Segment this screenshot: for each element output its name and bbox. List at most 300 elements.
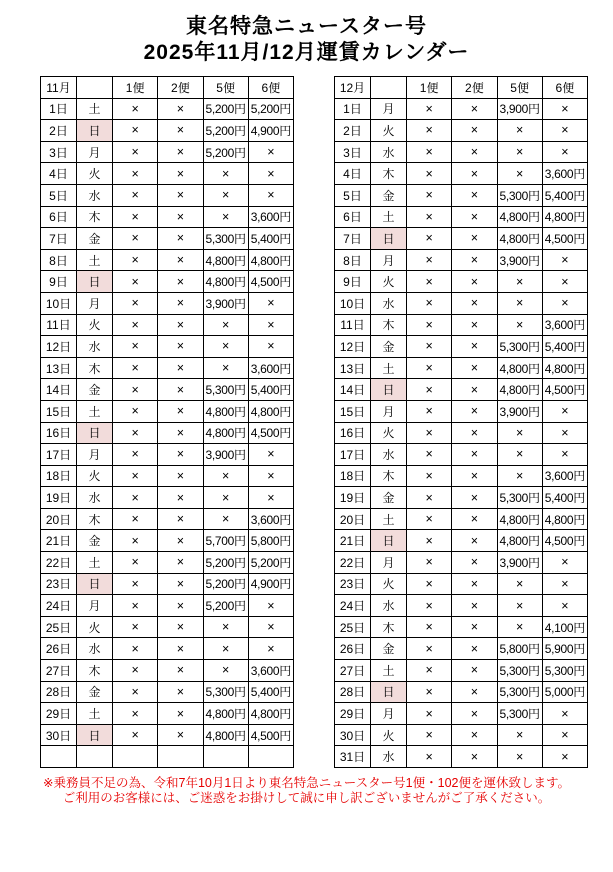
fare-cell: ×: [542, 249, 587, 271]
fare-cell: 5,300円: [203, 379, 248, 401]
fare-cell: ×: [113, 573, 158, 595]
fare-cell: 4,500円: [248, 271, 293, 293]
weekday-cell: 木: [371, 465, 407, 487]
fare-cell: ×: [248, 595, 293, 617]
fare-cell: ×: [407, 595, 452, 617]
day-cell: 15日: [335, 400, 371, 422]
fare-cell: ×: [113, 638, 158, 660]
fare-cell: ×: [497, 616, 542, 638]
weekday-cell: 日: [77, 120, 113, 142]
day-cell: 13日: [335, 357, 371, 379]
fare-cell: ×: [497, 444, 542, 466]
fare-cell: ×: [158, 573, 203, 595]
fare-cell: ×: [113, 292, 158, 314]
calendar-row: [335, 508, 588, 530]
fare-cell: ×: [158, 595, 203, 617]
page-title-line1: 東名特急ニュースター号: [186, 15, 427, 38]
day-cell: 7日: [41, 228, 77, 250]
fare-cell: ×: [158, 120, 203, 142]
fare-cell: ×: [158, 487, 203, 509]
weekday-cell: 土: [77, 249, 113, 271]
day-cell: 21日: [41, 530, 77, 552]
calendar-row: [335, 98, 588, 120]
calendar-row: [41, 271, 294, 293]
fare-cell: 5,400円: [542, 487, 587, 509]
calendar-row: [41, 249, 294, 271]
fare-cell: ×: [452, 595, 497, 617]
fare-cell: ×: [407, 228, 452, 250]
fare-cell: ×: [452, 552, 497, 574]
fare-table-november: [40, 76, 294, 768]
fare-cell: 5,300円: [497, 184, 542, 206]
weekday-cell: 木: [77, 508, 113, 530]
fare-cell: ×: [248, 184, 293, 206]
calendar-row: [335, 746, 588, 768]
day-cell: 6日: [335, 206, 371, 228]
fare-cell: 5,300円: [542, 660, 587, 682]
weekday-cell: 金: [371, 487, 407, 509]
fare-cell: 5,400円: [248, 379, 293, 401]
calendar-row: [335, 400, 588, 422]
fare-cell: ×: [497, 724, 542, 746]
day-cell: 21日: [335, 530, 371, 552]
fare-cell: ×: [158, 422, 203, 444]
fare-cell: 3,600円: [248, 508, 293, 530]
day-cell: 15日: [41, 400, 77, 422]
fare-cell: ×: [158, 249, 203, 271]
fare-cell: ×: [158, 163, 203, 185]
day-cell: 10日: [335, 292, 371, 314]
fare-cell: ×: [113, 120, 158, 142]
fare-cell: ×: [542, 746, 587, 768]
weekday-cell: 日: [77, 422, 113, 444]
fare-cell: ×: [113, 228, 158, 250]
weekday-cell: 金: [371, 336, 407, 358]
fare-cell: ×: [542, 400, 587, 422]
weekday-cell: 土: [77, 400, 113, 422]
fare-cell: ×: [248, 314, 293, 336]
weekday-cell: 火: [371, 271, 407, 293]
weekday-cell: 火: [371, 724, 407, 746]
fare-cell: ×: [113, 379, 158, 401]
calendar-row: [41, 530, 294, 552]
tables-container: [0, 66, 613, 768]
fare-cell: ×: [158, 465, 203, 487]
fare-cell: ×: [407, 357, 452, 379]
fare-cell: ×: [158, 228, 203, 250]
fare-cell: ×: [407, 660, 452, 682]
fare-cell: ×: [113, 530, 158, 552]
fare-cell: 5,400円: [542, 336, 587, 358]
fare-cell: ×: [203, 638, 248, 660]
day-cell: 25日: [41, 616, 77, 638]
fare-cell: 4,800円: [203, 271, 248, 293]
weekday-cell: 金: [77, 228, 113, 250]
calendar-row: [335, 228, 588, 250]
day-cell: 3日: [335, 141, 371, 163]
weekday-cell: 日: [371, 228, 407, 250]
day-cell: 14日: [41, 379, 77, 401]
fare-cell: ×: [203, 465, 248, 487]
fare-cell: ×: [407, 638, 452, 660]
day-cell: 1日: [335, 98, 371, 120]
fare-cell: 4,800円: [497, 379, 542, 401]
fare-cell: ×: [497, 292, 542, 314]
fare-cell: ×: [407, 465, 452, 487]
fare-cell: 5,200円: [203, 141, 248, 163]
fare-cell: ×: [158, 660, 203, 682]
fare-cell: 3,600円: [542, 163, 587, 185]
weekday-cell: 火: [77, 465, 113, 487]
fare-cell: ×: [407, 314, 452, 336]
fare-cell: ×: [158, 206, 203, 228]
fare-cell: ×: [113, 206, 158, 228]
fare-cell: ×: [158, 508, 203, 530]
fare-cell: ×: [248, 141, 293, 163]
weekday-cell: 月: [371, 703, 407, 725]
fare-cell: 5,300円: [497, 660, 542, 682]
fare-cell: 4,800円: [542, 357, 587, 379]
fare-cell: ×: [407, 400, 452, 422]
fare-cell: 4,800円: [497, 206, 542, 228]
november-rows: [41, 98, 294, 767]
calendar-row: [335, 292, 588, 314]
fare-cell: ×: [248, 292, 293, 314]
fare-cell: ×: [407, 724, 452, 746]
day-cell: 22日: [41, 552, 77, 574]
calendar-row: [335, 206, 588, 228]
weekday-cell: 土: [371, 508, 407, 530]
fare-cell: ×: [542, 724, 587, 746]
calendar-row: [41, 487, 294, 509]
fare-cell: ×: [158, 271, 203, 293]
calendar-row: [335, 573, 588, 595]
fare-cell: ×: [113, 336, 158, 358]
suspension-notice: [0, 776, 613, 806]
calendar-row: [335, 120, 588, 142]
fare-cell: 4,800円: [203, 249, 248, 271]
fare-cell: ×: [407, 184, 452, 206]
december-rows: [335, 98, 588, 767]
day-cell: 30日: [335, 724, 371, 746]
weekday-cell: 水: [371, 444, 407, 466]
fare-cell: ×: [542, 141, 587, 163]
weekday-cell: 火: [77, 314, 113, 336]
fare-cell: ×: [248, 616, 293, 638]
weekday-cell: [77, 746, 113, 768]
day-cell: 26日: [41, 638, 77, 660]
fare-cell: 4,800円: [542, 508, 587, 530]
fare-cell: ×: [158, 638, 203, 660]
weekday-cell: 木: [371, 616, 407, 638]
day-cell: 20日: [41, 508, 77, 530]
weekday-cell: 金: [77, 379, 113, 401]
fare-cell: ×: [452, 292, 497, 314]
fare-cell: ×: [407, 508, 452, 530]
fare-cell: ×: [113, 595, 158, 617]
weekday-cell: 土: [371, 660, 407, 682]
fare-cell: 4,800円: [203, 724, 248, 746]
fare-cell: ×: [203, 163, 248, 185]
fare-cell: ×: [452, 487, 497, 509]
page-title: [0, 14, 613, 66]
calendar-row: [41, 400, 294, 422]
fare-cell: ×: [407, 336, 452, 358]
fare-cell: ×: [158, 681, 203, 703]
fare-cell: [248, 746, 293, 768]
fare-cell: ×: [203, 336, 248, 358]
weekday-cell: 木: [77, 357, 113, 379]
fare-cell: ×: [452, 703, 497, 725]
fare-cell: ×: [113, 422, 158, 444]
weekday-cell: 月: [77, 292, 113, 314]
day-cell: 20日: [335, 508, 371, 530]
fare-cell: ×: [158, 336, 203, 358]
fare-cell: ×: [158, 357, 203, 379]
fare-cell: ×: [113, 314, 158, 336]
fare-cell: 4,800円: [542, 206, 587, 228]
fare-cell: ×: [203, 660, 248, 682]
fare-cell: ×: [407, 703, 452, 725]
fare-cell: 4,500円: [248, 422, 293, 444]
calendar-row: [41, 724, 294, 746]
calendar-row: [41, 616, 294, 638]
calendar-row: [41, 336, 294, 358]
fare-cell: ×: [407, 249, 452, 271]
calendar-row: [41, 552, 294, 574]
fare-cell: 4,900円: [248, 573, 293, 595]
fare-cell: 5,200円: [203, 573, 248, 595]
fare-cell: ×: [497, 595, 542, 617]
day-cell: 26日: [335, 638, 371, 660]
fare-cell: ×: [452, 120, 497, 142]
fare-cell: 4,800円: [497, 508, 542, 530]
fare-cell: 5,400円: [542, 184, 587, 206]
weekday-cell: 金: [371, 184, 407, 206]
fare-cell: ×: [248, 465, 293, 487]
calendar-row: [41, 638, 294, 660]
fare-cell: ×: [203, 508, 248, 530]
fare-cell: ×: [158, 314, 203, 336]
fare-cell: 4,500円: [542, 379, 587, 401]
fare-cell: ×: [542, 595, 587, 617]
fare-cell: ×: [113, 681, 158, 703]
fare-cell: ×: [452, 422, 497, 444]
fare-cell: 5,300円: [497, 703, 542, 725]
weekday-cell: 金: [77, 530, 113, 552]
fare-cell: ×: [542, 271, 587, 293]
calendar-row: [335, 357, 588, 379]
fare-cell: ×: [497, 422, 542, 444]
day-cell: 8日: [41, 249, 77, 271]
fare-cell: 4,800円: [497, 357, 542, 379]
fare-cell: ×: [407, 379, 452, 401]
fare-cell: ×: [452, 206, 497, 228]
calendar-row: [41, 228, 294, 250]
day-cell: 1日: [41, 98, 77, 120]
calendar-row: [41, 573, 294, 595]
day-cell: 28日: [41, 681, 77, 703]
weekday-cell: 月: [371, 249, 407, 271]
weekday-cell: 土: [77, 703, 113, 725]
service-header-1: 1便: [113, 77, 158, 99]
weekday-cell: 水: [77, 487, 113, 509]
weekday-cell: 日: [77, 573, 113, 595]
fare-cell: ×: [113, 400, 158, 422]
day-cell: 9日: [41, 271, 77, 293]
calendar-row: [335, 595, 588, 617]
fare-cell: ×: [113, 249, 158, 271]
day-cell: 18日: [335, 465, 371, 487]
fare-cell: ×: [452, 249, 497, 271]
day-cell: 19日: [41, 487, 77, 509]
fare-cell: ×: [497, 141, 542, 163]
fare-cell: 5,300円: [497, 681, 542, 703]
fare-cell: 3,900円: [203, 292, 248, 314]
fare-cell: ×: [113, 184, 158, 206]
fare-cell: ×: [407, 163, 452, 185]
calendar-row: [335, 616, 588, 638]
fare-cell: 5,800円: [497, 638, 542, 660]
fare-cell: 5,700円: [203, 530, 248, 552]
day-cell: 25日: [335, 616, 371, 638]
day-cell: 12日: [335, 336, 371, 358]
weekday-cell: 金: [77, 681, 113, 703]
day-cell: 10日: [41, 292, 77, 314]
fare-cell: ×: [113, 724, 158, 746]
calendar-row: [41, 703, 294, 725]
fare-cell: ×: [158, 400, 203, 422]
fare-cell: ×: [407, 444, 452, 466]
day-cell: 29日: [41, 703, 77, 725]
fare-cell: ×: [158, 292, 203, 314]
fare-cell: [113, 746, 158, 768]
fare-cell: ×: [158, 379, 203, 401]
fare-cell: [203, 746, 248, 768]
day-cell: 24日: [335, 595, 371, 617]
weekday-cell: 水: [371, 746, 407, 768]
weekday-cell: 水: [371, 292, 407, 314]
fare-cell: ×: [158, 703, 203, 725]
day-cell: 5日: [41, 184, 77, 206]
day-cell: 11日: [41, 314, 77, 336]
calendar-row: [41, 746, 294, 768]
fare-cell: [158, 746, 203, 768]
fare-cell: 3,600円: [542, 314, 587, 336]
day-cell: 13日: [41, 357, 77, 379]
weekday-cell: 水: [77, 336, 113, 358]
day-cell: 17日: [41, 444, 77, 466]
fare-cell: 5,200円: [203, 98, 248, 120]
day-cell: 28日: [335, 681, 371, 703]
fare-cell: ×: [407, 530, 452, 552]
fare-cell: ×: [158, 141, 203, 163]
day-cell: 11日: [335, 314, 371, 336]
fare-cell: ×: [407, 573, 452, 595]
day-cell: 17日: [335, 444, 371, 466]
day-cell: 22日: [335, 552, 371, 574]
suspension-notice-line2: ご利用のお客様には、ご迷惑をお掛けして誠に申し訳ございませんがご了承ください。: [62, 791, 551, 805]
fare-cell: ×: [407, 98, 452, 120]
weekday-cell: 月: [371, 552, 407, 574]
fare-cell: ×: [497, 271, 542, 293]
fare-cell: 5,300円: [203, 228, 248, 250]
day-cell: 5日: [335, 184, 371, 206]
fare-cell: ×: [542, 552, 587, 574]
weekday-cell: 火: [371, 120, 407, 142]
month-header: 11月: [41, 77, 77, 99]
fare-cell: 5,200円: [203, 120, 248, 142]
fare-cell: ×: [203, 616, 248, 638]
calendar-row: [41, 595, 294, 617]
weekday-cell: 月: [77, 595, 113, 617]
fare-cell: ×: [452, 465, 497, 487]
day-cell: 30日: [41, 724, 77, 746]
fare-cell: ×: [407, 292, 452, 314]
calendar-row: [41, 292, 294, 314]
day-cell: 2日: [41, 120, 77, 142]
fare-cell: ×: [248, 163, 293, 185]
calendar-row: [335, 249, 588, 271]
fare-cell: ×: [203, 357, 248, 379]
calendar-row: [335, 422, 588, 444]
day-cell: 16日: [335, 422, 371, 444]
fare-cell: ×: [407, 552, 452, 574]
fare-cell: ×: [407, 141, 452, 163]
service-header-2: 2便: [452, 77, 497, 99]
calendar-row: [335, 703, 588, 725]
weekday-cell: 日: [77, 724, 113, 746]
fare-cell: ×: [113, 271, 158, 293]
fare-table-december: [334, 76, 588, 768]
calendar-row: [41, 206, 294, 228]
day-cell: 9日: [335, 271, 371, 293]
service-header-6: 6便: [248, 77, 293, 99]
fare-cell: ×: [113, 357, 158, 379]
calendar-row: [335, 487, 588, 509]
fare-cell: 5,300円: [497, 487, 542, 509]
day-cell: 7日: [335, 228, 371, 250]
calendar-row: [335, 141, 588, 163]
fare-cell: ×: [452, 271, 497, 293]
fare-cell: ×: [452, 444, 497, 466]
weekday-cell: 水: [77, 638, 113, 660]
fare-cell: ×: [113, 616, 158, 638]
day-cell: [41, 746, 77, 768]
calendar-row: [41, 422, 294, 444]
calendar-row: [41, 314, 294, 336]
calendar-row: [335, 552, 588, 574]
weekday-cell: 木: [77, 660, 113, 682]
fare-cell: ×: [497, 120, 542, 142]
fare-cell: ×: [158, 184, 203, 206]
fare-cell: 4,100円: [542, 616, 587, 638]
weekday-cell: 火: [77, 616, 113, 638]
fare-cell: 5,200円: [203, 595, 248, 617]
fare-cell: ×: [542, 292, 587, 314]
calendar-row: [335, 314, 588, 336]
day-cell: 18日: [41, 465, 77, 487]
fare-cell: ×: [542, 444, 587, 466]
calendar-row: [335, 163, 588, 185]
calendar-row: [41, 465, 294, 487]
calendar-row: [335, 638, 588, 660]
calendar-row: [41, 120, 294, 142]
fare-cell: ×: [452, 228, 497, 250]
fare-cell: 5,400円: [248, 228, 293, 250]
fare-cell: ×: [113, 703, 158, 725]
day-cell: 14日: [335, 379, 371, 401]
